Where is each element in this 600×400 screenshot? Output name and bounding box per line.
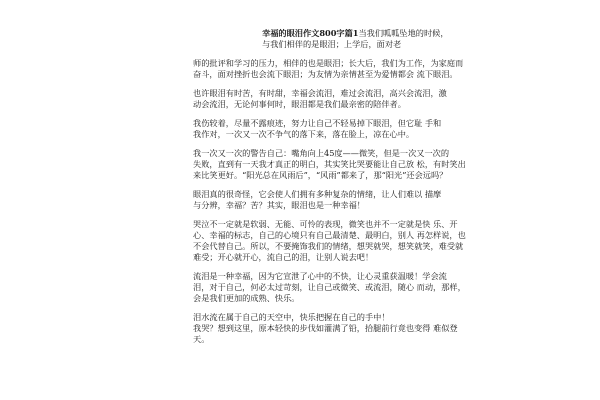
paragraph-1	[193, 58, 464, 80]
text-line: 与分辨，幸福？苦？其实，眼泪也是一种幸福！	[193, 200, 365, 210]
header-line-1-text: 当我们呱呱坠地的时候，	[358, 28, 449, 38]
text-line: 眼泪真的很奇怪，它会使人们拥有多种复杂的情绪，让人们难以 描摩	[193, 189, 442, 199]
paragraph-8	[193, 312, 425, 323]
text-line: 流泪是一种幸福，因为它宣泄了心中的不快，让心灵重获温暖！学会流	[193, 271, 447, 281]
text-line: 会是我们更加的成熟、快乐。	[193, 293, 300, 303]
text-line: 动会流泪，无论何事何时，眼泪都是我们最亲密的陪伴者。	[193, 99, 406, 109]
paragraph-6	[193, 219, 466, 263]
text-line: 来比笑更好。“阳光总在风雨后”，“风雨”都来了，那“阳光”还会远吗？	[193, 170, 448, 180]
header-line-1	[262, 28, 562, 39]
paragraph-5	[193, 189, 442, 211]
article-title: 幸福的眼泪作文800字篇1	[262, 28, 359, 38]
closing-paragraph	[193, 323, 458, 345]
paragraph-7	[193, 271, 466, 304]
paragraph-2	[193, 88, 447, 110]
paragraph-4	[193, 148, 466, 181]
text-line: 奋斗，面对挫折也会流下眼泪；为友情为亲情甚至为爱情都会 流下眼泪。	[193, 69, 458, 79]
paragraph-3	[193, 118, 442, 140]
text-line: 我哭？想到这里，原本轻快的步伐如灌满了铅，拾腿前行竟也变得 难似登	[193, 323, 458, 333]
text-line: 心、幸福的标志，自己的心境只有自己最清楚、最明白，别人 再怎样说，也	[193, 230, 466, 240]
header-line-2: 与我们相伴的是眼泪；上学后，面对老	[262, 39, 402, 49]
text-line: 难受；开心就开心，流自己的泪，让别人说去吧！	[193, 252, 374, 262]
text-line: 也许眼泪有时苦，有时甜，幸福会流泪，难过会流泪，高兴会流泪，激	[193, 88, 447, 98]
text-line: 泪，对于自己，何必太过苛刻，让自己或微笑、或流泪，随心 而动，那样，	[193, 282, 466, 292]
text-line: 失败，直到有一天我才真正的明白，其实笑比哭要能让自己放 松，有时笑出	[193, 159, 466, 169]
text-line: 我作对，一次又一次不争气的落下来，落在脸上，凉在心中。	[193, 129, 415, 139]
document-body	[193, 58, 466, 345]
text-line: 不会代替自己。所以，不要掩饰我们的情绪，想哭就哭，想笑就笑，难受就	[193, 241, 464, 251]
text-line: 我伤较着，尽量不露痕迹，努力让自己不轻易掉下眼泪，但它耻 手和	[193, 118, 442, 128]
text-line: 泪水流在属于自己的天空中，快乐把握在自己的手中！	[193, 312, 390, 322]
text-line: 我一次又一次的警告自己：嘴角向上45度——微笑，但是一次又一次的	[193, 148, 450, 158]
document-header	[262, 28, 562, 50]
text-line: 师的批评和学习的压力，相伴的也是眼泪；长大后，我们为工作，为家庭而	[193, 58, 464, 68]
text-line: 哭泣不一定就是软弱、无能、可怜的表现，微笑也并不一定就是快 乐、开	[193, 219, 458, 229]
text-line: 天。	[193, 334, 210, 344]
